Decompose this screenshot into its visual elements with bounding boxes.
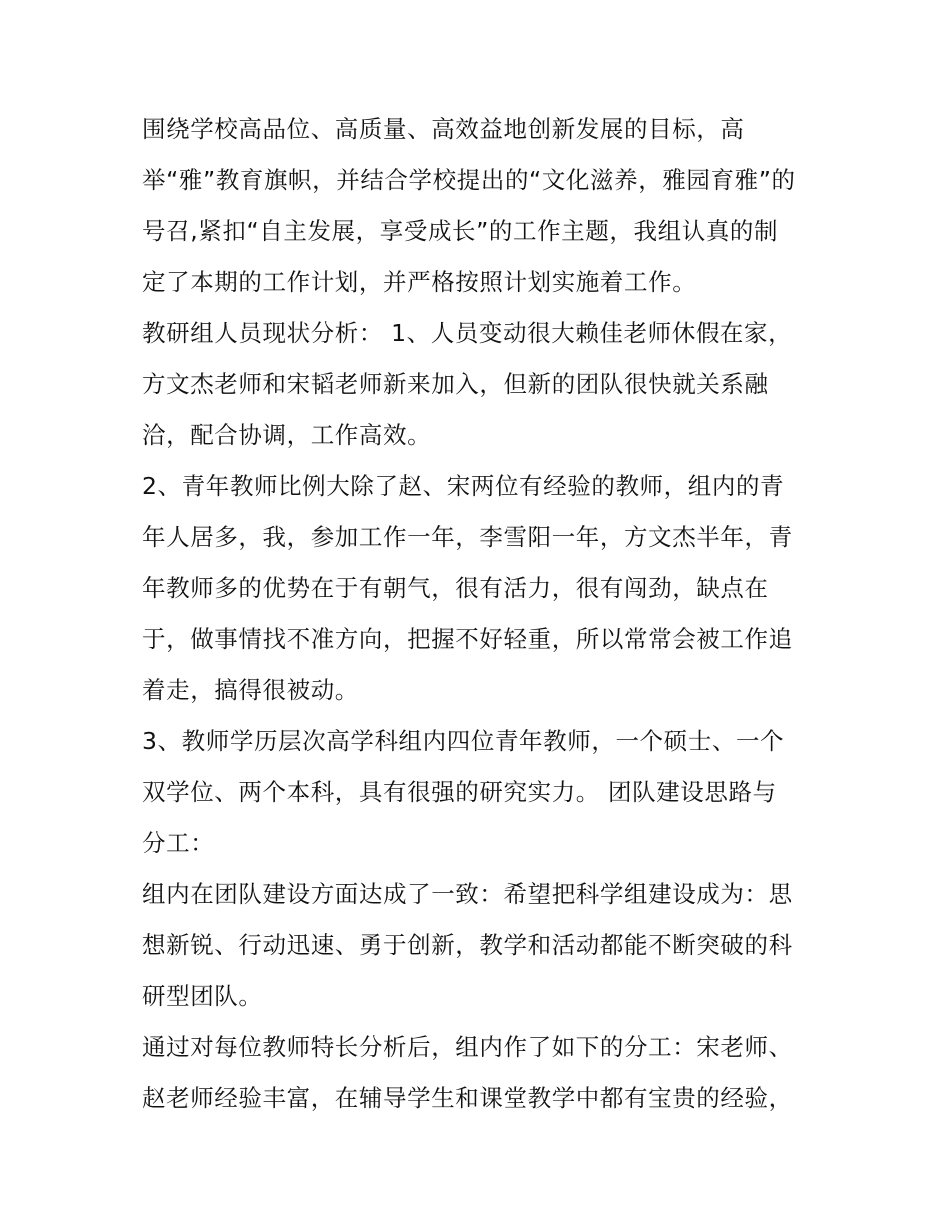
text-line: 着走，搞得很被动。 <box>142 676 359 704</box>
text-line: 2、青年教师比例大除了赵、宋两位有经验的教师，组内的青 <box>142 472 785 500</box>
text-line: 号召,紧扣“自主发展，享受成长”的工作主题，我组认真的制 <box>142 217 779 245</box>
text-line: 教研组人员现状分析： 1、人员变动很大赖佳老师休假在家， <box>142 319 793 347</box>
text-line: 研型团队。 <box>142 982 263 1010</box>
text-line: 于，做事情找不准方向，把握不好轻重，所以常常会被工作追 <box>142 625 793 653</box>
text-line: 年人居多，我，参加工作一年，李雪阳一年，方文杰半年，青 <box>142 523 793 551</box>
text-line: 围绕学校高品位、高质量、高效益地创新发展的目标，高 <box>142 115 745 143</box>
text-line: 举“雅”教育旗帜，并结合学校提出的“文化滋养，雅园育雅”的 <box>142 166 796 194</box>
text-line: 洽，配合协调，工作高效。 <box>142 421 432 449</box>
text-line: 组内在团队建设方面达成了一致：希望把科学组建设成为：思 <box>142 880 793 908</box>
text-line: 想新锐、行动迅速、勇于创新，教学和活动都能不断突破的科 <box>142 931 793 959</box>
text-line: 年教师多的优势在于有朝气，很有活力，很有闯劲，缺点在 <box>142 574 769 602</box>
text-line: 方文杰老师和宋韬老师新来加入，但新的团队很快就关系融 <box>142 370 769 398</box>
text-line: 3、教师学历层次高学科组内四位青年教师，一个硕士、一个 <box>142 727 785 755</box>
text-line: 分工： <box>142 829 215 857</box>
text-line: 赵老师经验丰富，在辅导学生和课堂教学中都有宝贵的经验， <box>142 1084 793 1112</box>
text-line: 双学位、两个本科，具有很强的研究实力。 团队建设思路与 <box>142 778 777 806</box>
text-line: 通过对每位教师特长分析后，组内作了如下的分工：宋老师、 <box>142 1033 793 1061</box>
text-line: 定了本期的工作计划，并严格按照计划实施着工作。 <box>142 268 697 296</box>
